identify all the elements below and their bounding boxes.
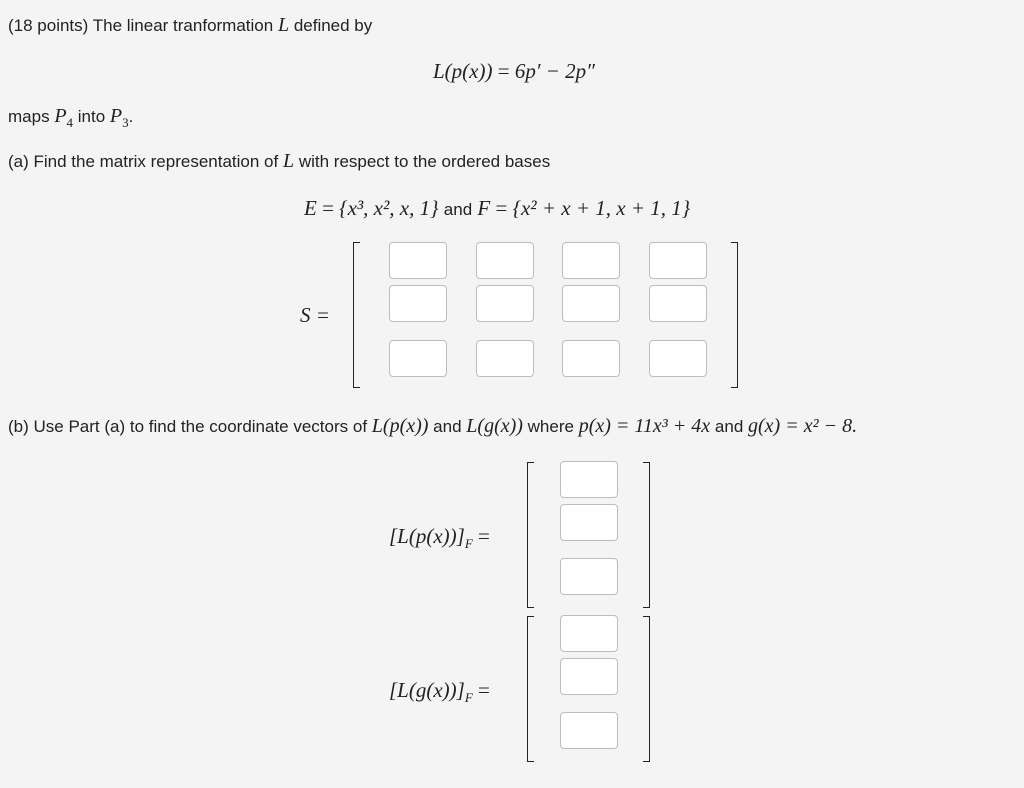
period: . — [128, 107, 134, 126]
definition-equals: = — [497, 59, 510, 83]
matrix-cell-r1c4[interactable] — [649, 242, 707, 279]
g-definition: g(x) = x² − 8. — [748, 415, 858, 437]
maps-text: maps — [8, 107, 50, 126]
and-text: and — [443, 200, 473, 219]
basis-E-set: {x³, x², x, 1} — [339, 196, 439, 220]
vector-g-cell-2[interactable] — [560, 658, 618, 695]
matrix-cell-r3c1[interactable] — [389, 340, 447, 377]
vector-g-right-bracket — [643, 616, 650, 762]
domain-space: $P_4$ — [54, 105, 74, 130]
matrix-cell-r2c4[interactable] — [649, 285, 707, 322]
part-a-prompt — [8, 151, 550, 172]
part-b-prompt — [8, 416, 857, 437]
part-a-prompt-start: (a) Find the matrix representation of — [8, 152, 279, 171]
definition-lhs: L(p(x)) — [433, 59, 493, 83]
matrix-S-label: S = — [300, 303, 330, 327]
vector-p-label: $[L(p(x))]_F$ = — [389, 524, 490, 552]
points-label: (18 points) The linear tranformation — [8, 16, 274, 35]
vector-p-cell-2[interactable] — [560, 504, 618, 541]
matrix-cell-r3c3[interactable] — [562, 340, 620, 377]
matrix-left-bracket — [353, 242, 360, 388]
vector-p-cell-3[interactable] — [560, 558, 618, 595]
vector-p-right-bracket — [643, 462, 650, 608]
matrix-cell-r3c2[interactable] — [476, 340, 534, 377]
bases-equation — [304, 196, 690, 222]
symbol-L: L — [277, 14, 290, 36]
part-b-prompt-start: (b) Use Part (a) to find the coordinate vectors of — [8, 417, 368, 436]
Lg-expression: L(g(x)) — [466, 415, 523, 437]
vector-p-left-bracket — [527, 462, 534, 608]
basis-E-label: E — [304, 196, 317, 220]
part-a-symbol-L: L — [282, 150, 295, 172]
vector-g-cell-1[interactable] — [560, 615, 618, 652]
matrix-cell-r2c2[interactable] — [476, 285, 534, 322]
matrix-right-bracket — [731, 242, 738, 388]
basis-F-equals: = — [495, 196, 508, 220]
matrix-cell-r2c3[interactable] — [562, 285, 620, 322]
matrix-cell-r3c4[interactable] — [649, 340, 707, 377]
definition-equation — [433, 59, 595, 83]
vector-g-cell-3[interactable] — [560, 712, 618, 749]
matrix-cell-r1c1[interactable] — [389, 242, 447, 279]
matrix-cell-r1c3[interactable] — [562, 242, 620, 279]
definition-rhs: 6p′ − 2p″ — [514, 59, 595, 83]
defined-by-text: defined by — [293, 16, 373, 35]
matrix-cell-r2c1[interactable] — [389, 285, 447, 322]
problem-header — [8, 15, 372, 36]
vector-p-cell-1[interactable] — [560, 461, 618, 498]
vector-g-label: $[L(g(x))]_F$ = — [389, 678, 490, 706]
part-a-prompt-end: with respect to the ordered bases — [298, 152, 551, 171]
vector-g-left-bracket — [527, 616, 534, 762]
part-b-and-text: and — [433, 417, 462, 436]
into-text: into — [77, 107, 106, 126]
p-definition: p(x) = 11x³ + 4x — [578, 415, 711, 437]
basis-F-label: F — [477, 196, 491, 220]
maps-sentence — [8, 105, 134, 130]
basis-F-set: {x² + x + 1, x + 1, 1} — [512, 196, 691, 220]
part-b-and-text-2: and — [714, 417, 744, 436]
codomain-space: $P_3$ — [109, 105, 129, 130]
where-text: where — [527, 417, 574, 436]
Lp-expression: L(p(x)) — [371, 415, 429, 437]
basis-E-equals: = — [322, 196, 334, 220]
matrix-cell-r1c2[interactable] — [476, 242, 534, 279]
